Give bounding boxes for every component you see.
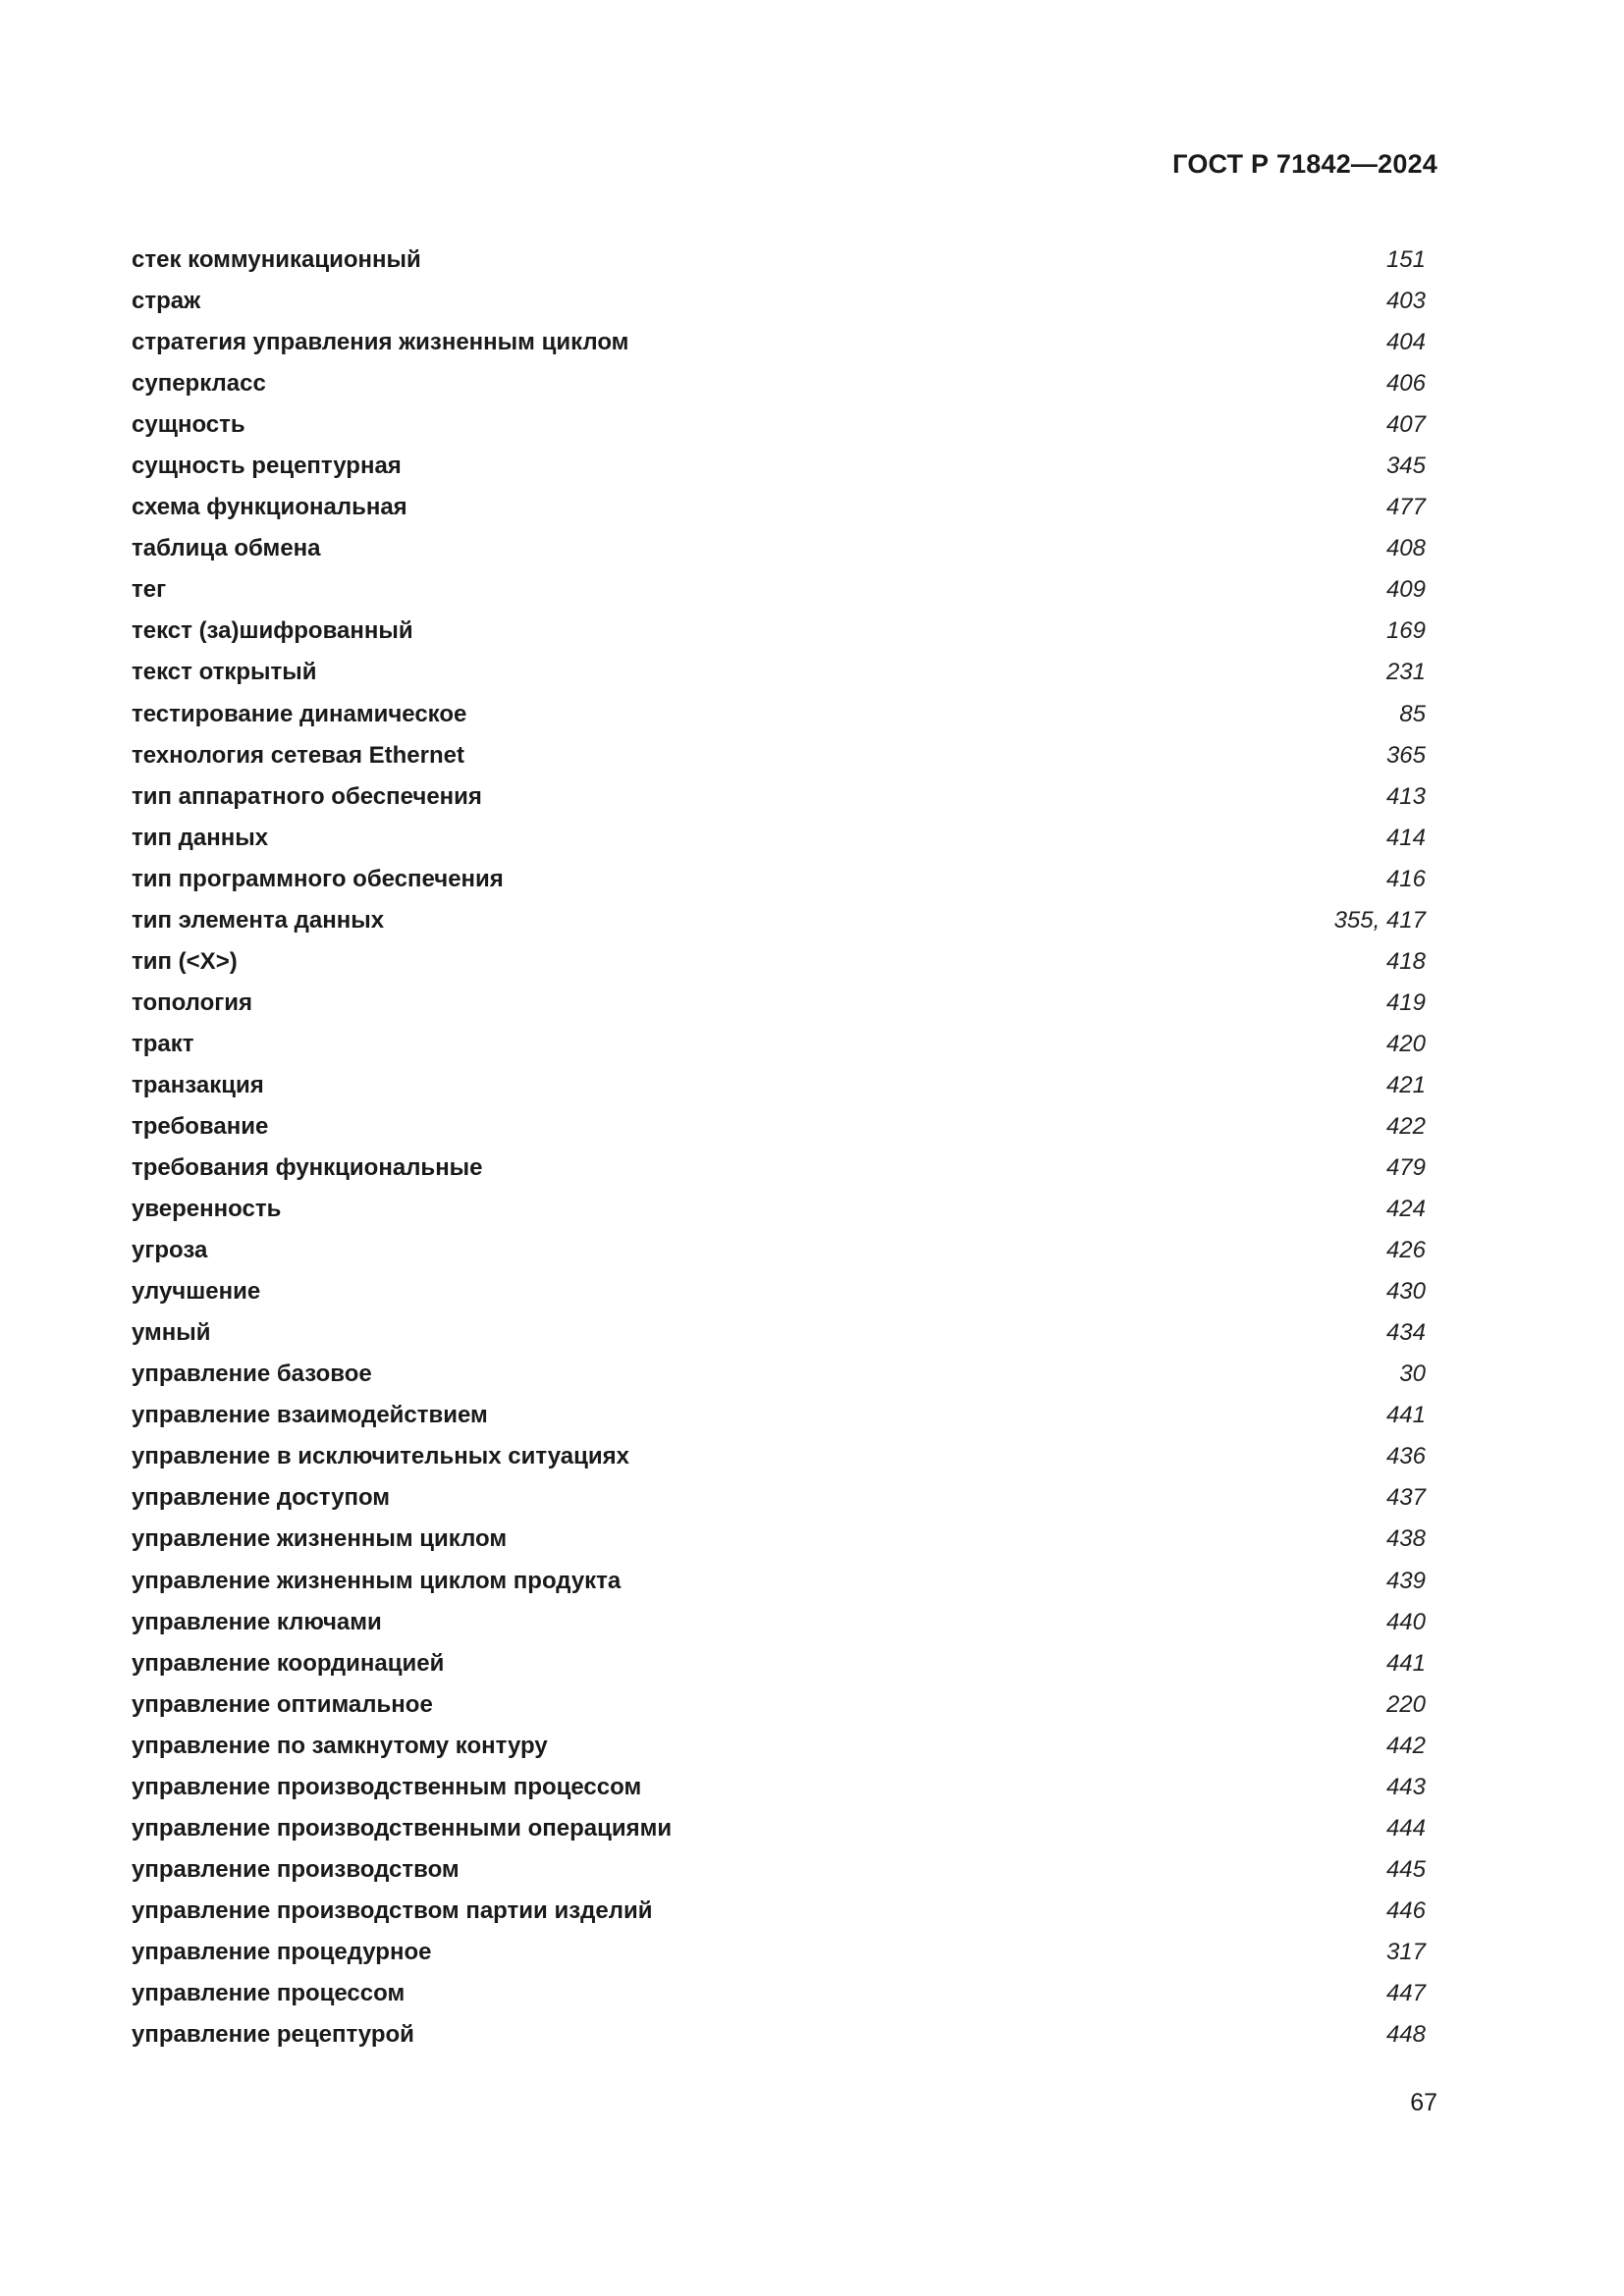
index-term: тестирование динамическое [132,700,467,727]
term-reference-number: 413 [1385,782,1426,810]
index-entry [132,1519,1426,1560]
index-term: транзакция [132,1071,264,1098]
index-term: управление производством [132,1855,460,1883]
index-term: тип данных [132,824,269,851]
term-reference-number: 406 [1385,370,1426,398]
index-entry [132,1808,1426,1849]
term-reference-number: 418 [1385,947,1426,975]
term-reference-number: 421 [1385,1071,1426,1098]
index-term: сущность рецептурная [132,453,402,480]
index-term: текст открытый [132,659,317,686]
index-entry [132,240,1426,281]
index-entry [132,1354,1426,1395]
index-entry [132,1148,1426,1189]
term-reference-number: 441 [1385,1649,1426,1677]
index-term: управление доступом [132,1484,391,1512]
index-term: улучшение [132,1278,261,1306]
index-term: страж [132,288,201,315]
index-entry [132,818,1426,859]
index-entry [132,735,1426,776]
index-entry [132,1891,1426,1932]
term-reference-number: 439 [1385,1567,1426,1594]
term-reference-number: 409 [1385,576,1426,604]
index-entry [132,1973,1426,2014]
term-reference-number: 438 [1385,1525,1426,1553]
term-reference-number: 220 [1385,1690,1426,1718]
index-entry [132,1065,1426,1106]
term-reference-number: 444 [1385,1814,1426,1842]
term-reference-number: 403 [1385,288,1426,315]
index-entry [132,1024,1426,1065]
index-entry [132,1932,1426,1973]
term-reference-number: 231 [1385,659,1426,686]
index-term: таблица обмена [132,535,321,562]
index-term: стек коммуникационный [132,246,421,274]
index-term: управление производственными операциями [132,1814,673,1842]
index-term: тег [132,576,167,604]
index-entry [132,1561,1426,1602]
index-term: требования функциональные [132,1154,483,1182]
index-entry [132,446,1426,487]
index-term: управление базовое [132,1361,372,1388]
alphabetical-index [132,240,1426,2056]
index-term: умный [132,1319,211,1347]
index-entry [132,1395,1426,1436]
term-reference-number: 404 [1385,329,1426,356]
term-reference-number: 447 [1385,1979,1426,2006]
index-term: управление жизненным циклом [132,1525,508,1553]
index-term: управление ключами [132,1608,382,1635]
term-reference-number: 30 [1399,1361,1426,1388]
term-reference-number: 407 [1385,411,1426,439]
term-reference-number: 436 [1385,1443,1426,1470]
term-reference-number: 85 [1399,700,1426,727]
index-entry [132,776,1426,818]
index-term: уверенность [132,1196,282,1223]
index-entry [132,1106,1426,1148]
term-reference-number: 420 [1385,1030,1426,1057]
term-reference-number: 445 [1385,1855,1426,1883]
index-term: тип аппаратного обеспечения [132,782,482,810]
index-entry [132,528,1426,569]
index-entry [132,1436,1426,1477]
index-entry [132,1767,1426,1808]
term-reference-number: 355, 417 [1333,906,1426,934]
term-reference-number: 443 [1385,1773,1426,1800]
index-entry [132,900,1426,941]
index-entry [132,1849,1426,1891]
index-term: управление производственным процессом [132,1773,642,1800]
index-term: тип элемента данных [132,906,385,934]
index-term: управление по замкнутому контуру [132,1732,548,1759]
term-reference-number: 437 [1385,1484,1426,1512]
index-term: управление оптимальное [132,1690,433,1718]
index-term: топология [132,988,252,1016]
index-term: управление жизненным циклом продукта [132,1567,622,1594]
index-entry [132,1602,1426,1643]
index-term: угроза [132,1237,208,1264]
term-reference-number: 169 [1385,617,1426,645]
index-entry [132,569,1426,611]
index-entry [132,1312,1426,1354]
index-term: управление производством партии изделий [132,1896,653,1924]
term-reference-number: 442 [1385,1732,1426,1759]
index-term: технология сетевая Ethernet [132,741,464,769]
term-reference-number: 479 [1385,1154,1426,1182]
term-reference-number: 422 [1385,1113,1426,1140]
index-term: суперкласс [132,370,266,398]
index-entry [132,281,1426,322]
index-entry [132,652,1426,693]
index-entry [132,322,1426,363]
index-term: тип (<X>) [132,947,238,975]
index-term: стратегия управления жизненным циклом [132,329,629,356]
index-term: управление в исключительных ситуациях [132,1443,629,1470]
index-term: управление взаимодействием [132,1402,488,1429]
term-reference-number: 365 [1385,741,1426,769]
term-reference-number: 408 [1385,535,1426,562]
term-reference-number: 317 [1385,1938,1426,1965]
index-term: схема функциональная [132,494,407,521]
index-term: тип программного обеспечения [132,865,504,892]
index-entry [132,1726,1426,1767]
document-code: ГОСТ Р 71842—2024 [1172,149,1437,179]
term-reference-number: 446 [1385,1896,1426,1924]
term-reference-number: 441 [1385,1402,1426,1429]
index-entry [132,983,1426,1024]
term-reference-number: 440 [1385,1608,1426,1635]
index-entry [132,1230,1426,1271]
index-entry [132,694,1426,735]
term-reference-number: 477 [1385,494,1426,521]
term-reference-number: 151 [1385,246,1426,274]
term-reference-number: 424 [1385,1196,1426,1223]
index-term: управление процессом [132,1979,406,2006]
index-entry [132,1189,1426,1230]
index-term: управление рецептурой [132,2021,414,2049]
index-entry [132,1643,1426,1684]
page-number: 67 [1410,2089,1437,2116]
index-entry [132,1271,1426,1312]
term-reference-number: 345 [1385,453,1426,480]
index-entry [132,611,1426,652]
term-reference-number: 434 [1385,1319,1426,1347]
index-entry [132,859,1426,900]
term-reference-number: 414 [1385,824,1426,851]
index-entry [132,1684,1426,1726]
term-reference-number: 419 [1385,988,1426,1016]
index-entry [132,941,1426,983]
index-term: тракт [132,1030,194,1057]
index-term: сущность [132,411,245,439]
term-reference-number: 426 [1385,1237,1426,1264]
index-entry [132,363,1426,404]
term-reference-number: 430 [1385,1278,1426,1306]
index-entry [132,1477,1426,1519]
index-term: управление координацией [132,1649,445,1677]
index-entry [132,2014,1426,2056]
index-term: требование [132,1113,269,1140]
index-entry [132,487,1426,528]
term-reference-number: 448 [1385,2021,1426,2049]
index-term: управление процедурное [132,1938,432,1965]
index-term: текст (за)шифрованный [132,617,413,645]
index-entry [132,404,1426,446]
term-reference-number: 416 [1385,865,1426,892]
